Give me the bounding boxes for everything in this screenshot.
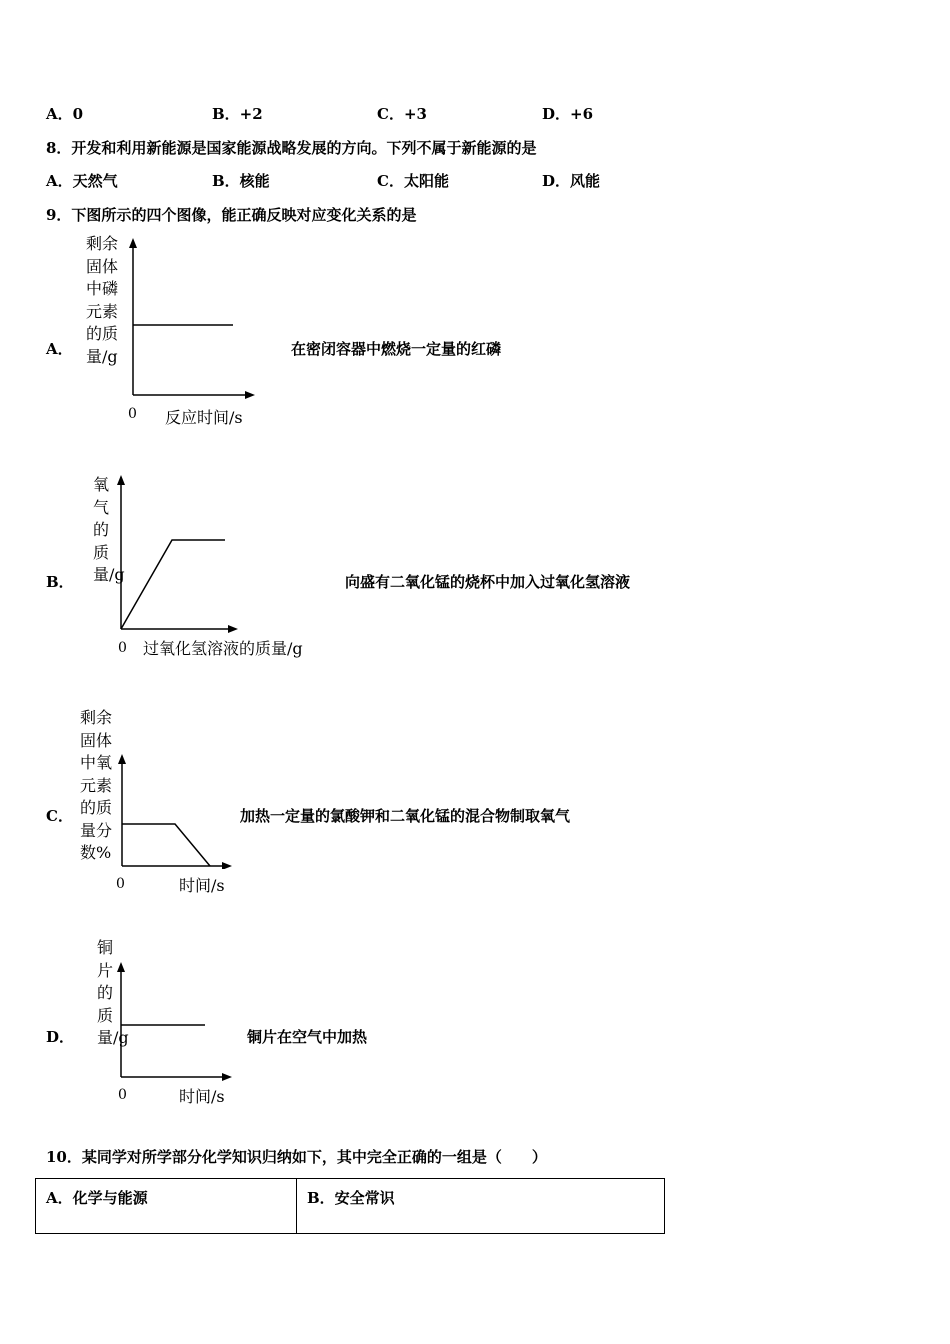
graph-c-y-arrow: [118, 754, 126, 764]
q8-option-b: B．核能: [212, 172, 270, 190]
graph-d-x-arrow: [222, 1073, 232, 1081]
graph-a-letter: A．: [46, 340, 73, 358]
q9-question: 9．下图所示的四个图像，能正确反映对应变化关系的是: [46, 206, 417, 224]
graph-d-y-arrow: [117, 962, 125, 972]
q10-question: 10．某同学对所学部分化学知识归纳如下，其中完全正确的一组是（ ）: [46, 1148, 547, 1166]
graph-d-origin: 0: [118, 1087, 127, 1103]
graph-c-ylabel: 剩余固体中氧元素的质量分数%: [80, 708, 113, 862]
q7-option-d: D．+6: [542, 105, 594, 123]
graph-d-desc: 铜片在空气中加热: [247, 1028, 368, 1046]
graph-c-origin: 0: [116, 876, 125, 892]
q8-option-d: D．风能: [542, 172, 601, 190]
graph-b-y-arrow: [117, 475, 125, 485]
graph-a-desc: 在密闭容器中燃烧一定量的红磷: [291, 340, 502, 358]
q7-option-a: A．0: [46, 105, 84, 123]
graph-c-curve: [122, 824, 210, 866]
graph-b-xlabel: 过氧化氢溶液的质量/g: [143, 639, 303, 658]
graph-c-desc: 加热一定量的氯酸钾和二氧化锰的混合物制取氧气: [240, 807, 571, 825]
graph-c-x-arrow: [222, 862, 232, 869]
q10-table: [35, 1178, 665, 1234]
graph-d-xlabel: 时间/s: [179, 1087, 225, 1106]
graph-d-letter: D．: [46, 1028, 75, 1046]
graph-c-plot: [110, 754, 238, 869]
q8-option-c: C．太阳能: [377, 172, 449, 190]
q10-cell-b: B．安全常识: [297, 1179, 665, 1234]
graph-a-x-arrow: [245, 391, 255, 399]
graph-a-ylabel: 剩余固体中磷元素的质量/g: [86, 234, 119, 366]
graph-d-plot: [108, 962, 238, 1082]
graph-b-ylabel: 氧气的质量/g: [93, 475, 125, 584]
q8-question: 8．开发和利用新能源是国家能源战略发展的方向。下列不属于新能源的是: [46, 139, 537, 157]
graph-a-y-arrow: [129, 238, 137, 248]
graph-d-ylabel: 铜片的质量/g: [97, 938, 129, 1047]
graph-c-xlabel: 时间/s: [179, 876, 225, 895]
q7-option-b: B．+2: [212, 105, 263, 123]
q10-cell-a: A．化学与能源: [36, 1179, 297, 1234]
graph-b-desc: 向盛有二氧化锰的烧杯中加入过氧化氢溶液: [345, 573, 631, 591]
graph-b-plot: [108, 475, 243, 635]
graph-a-origin: 0: [128, 406, 137, 422]
graph-b-x-arrow: [228, 625, 238, 633]
graph-c-letter: C．: [46, 807, 73, 825]
graph-b-origin: 0: [118, 640, 127, 656]
graph-a-xlabel: 反应时间/s: [165, 408, 243, 427]
graph-a-plot: [120, 238, 260, 403]
graph-b-curve: [121, 540, 225, 629]
q7-option-c: C．+3: [377, 105, 427, 123]
graph-b-letter: B．: [46, 573, 74, 591]
q8-option-a: A．天然气: [46, 172, 118, 190]
